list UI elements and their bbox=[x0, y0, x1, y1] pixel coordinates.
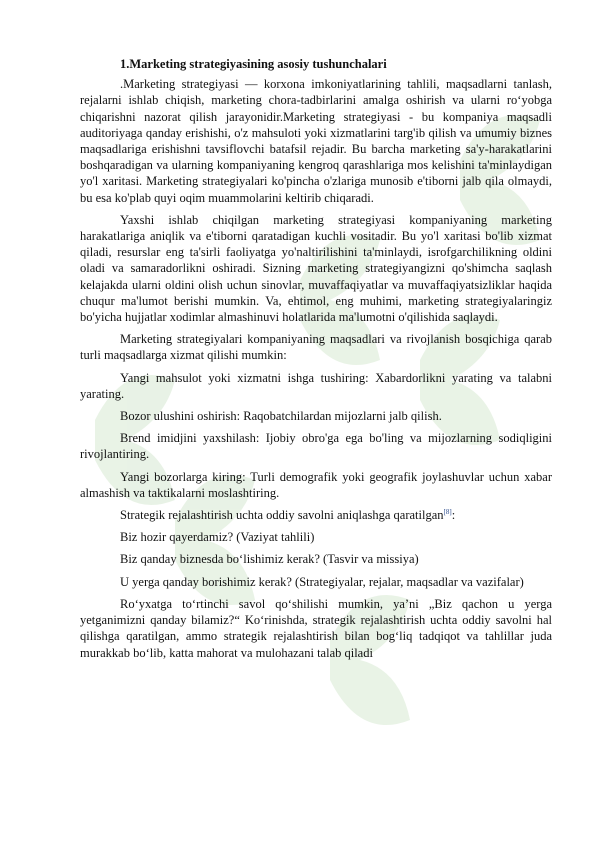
paragraph-4: Yangi mahsulot yoki xizmatni ishga tushiring: Xabardorlikni yarating va talabni yarating. bbox=[80, 370, 552, 401]
paragraph-7: Yangi bozorlarga kiring: Turli demografik yoki geografik joylashuvlar uchun xabar almashish va taktikalarni moslashtiring. bbox=[80, 469, 552, 500]
paragraph-8-tail: : bbox=[451, 508, 456, 523]
paragraph-9: Biz hozir qayerdamiz? (Vaziyat tahlili) bbox=[120, 530, 315, 545]
reference-link[interactable]: [8] bbox=[443, 507, 452, 516]
paragraph-10: Biz qanday biznesda bo‘lishimiz kerak? (Tasvir va missiya) bbox=[120, 552, 419, 567]
document-body bbox=[80, 56, 552, 667]
paragraph-8-text: Strategik rejalashtirish uchta oddiy savolni aniqlashga qaratilgan bbox=[120, 508, 444, 523]
paragraph-12: Ro‘yxatga to‘rtinchi savol qo‘shilishi mumkin, ya’ni „Biz qachon u yerga yetganimizni qanday bilamiz?“ Ko‘rinishda, strategik rejalashtirish uchta oddiy savolni hal qilishga qaratilgan, ammo strategik rejalashtirish bilan bog‘liq tadqiqot va tahlillar juda murakkab bo‘lib, katta mahorat va mulohazani talab qiladi bbox=[80, 596, 552, 660]
paragraph-8 bbox=[80, 507, 552, 523]
paragraph-6: Brend imidjini yaxshilash: Ijobiy obro'ga ega bo'ling va mijozlarning sodiqligini rivojlantiring. bbox=[80, 431, 552, 462]
paragraph-3: Marketing strategiyalari kompaniyaning maqsadlari va rivojlanish bosqichiga qarab turli maqsadlarga xizmat qilishi mumkin: bbox=[80, 332, 552, 363]
paragraph-1: .Marketing strategiyasi — korxona imkoniyatlarining tahlili, maqsadlarni tanlash, rejalarni ishlab chiqish, marketing chora-tadbirlarini amalga oshirish va ularni ro‘yobga chiqarishni nazorat qilish jarayonidir.Marketing strategiyasi - bu kompaniya maqsadli auditoriyaga qanday erishishi, o'z mahsuloti yoki xizmatlarini targ'ib qilish va umumiy biznes maqsadlariga erishishni tavsiflovchi batafsil rejadir. Bu barcha marketing sa'y-harakatlarini boshqaradigan va ularning kompaniyaning kengroq qarashlariga mos kelishini ta'minlaydigan yo'l xaritasi. Marketing strategiyalari ko'pincha o'zlariga munosib e'tiborni jalb qila olmaydi, bu esa ko'plab quyi oqim muammolarini keltirib chiqaradi. bbox=[80, 77, 552, 205]
paragraph-2: Yaxshi ishlab chiqilgan marketing strategiyasi kompaniyaning marketing harakatlariga aniqlik va e'tiborni qaratadigan kuchli vositadir. Bu yo'l xaritasi bo'lib xizmat qiladi, resurslar eng ta'sirli faoliyatga yo'naltirilishini ta'minlaydi, isrofgarchilikning oldini oladi va samaradorlikni oshiradi. Sizning marketing strategiyangizni qo'shimcha saqlash kelajakda ularni oldini olish uchun sinovlar, muvaffaqiyatlar va muvaffaqiyatsizliklar haqida chuqur ma'lumot berishi mumkin. Va, ehtimol, eng muhimi, marketing strategiyalaringiz bo'yicha hujjatlar xodimlar almashinuvi holatlarida ma'lumotni o'qilishida saqlaydi. bbox=[80, 212, 552, 325]
section-title: 1.Marketing strategiyasining asosiy tushunchalari bbox=[120, 57, 387, 71]
paragraph-5: Bozor ulushini oshirish: Raqobatchilardan mijozlarni jalb qilish. bbox=[120, 409, 442, 424]
paragraph-11: U yerga qanday borishimiz kerak? (Strategiyalar, rejalar, maqsadlar va vazifalar) bbox=[120, 574, 524, 589]
